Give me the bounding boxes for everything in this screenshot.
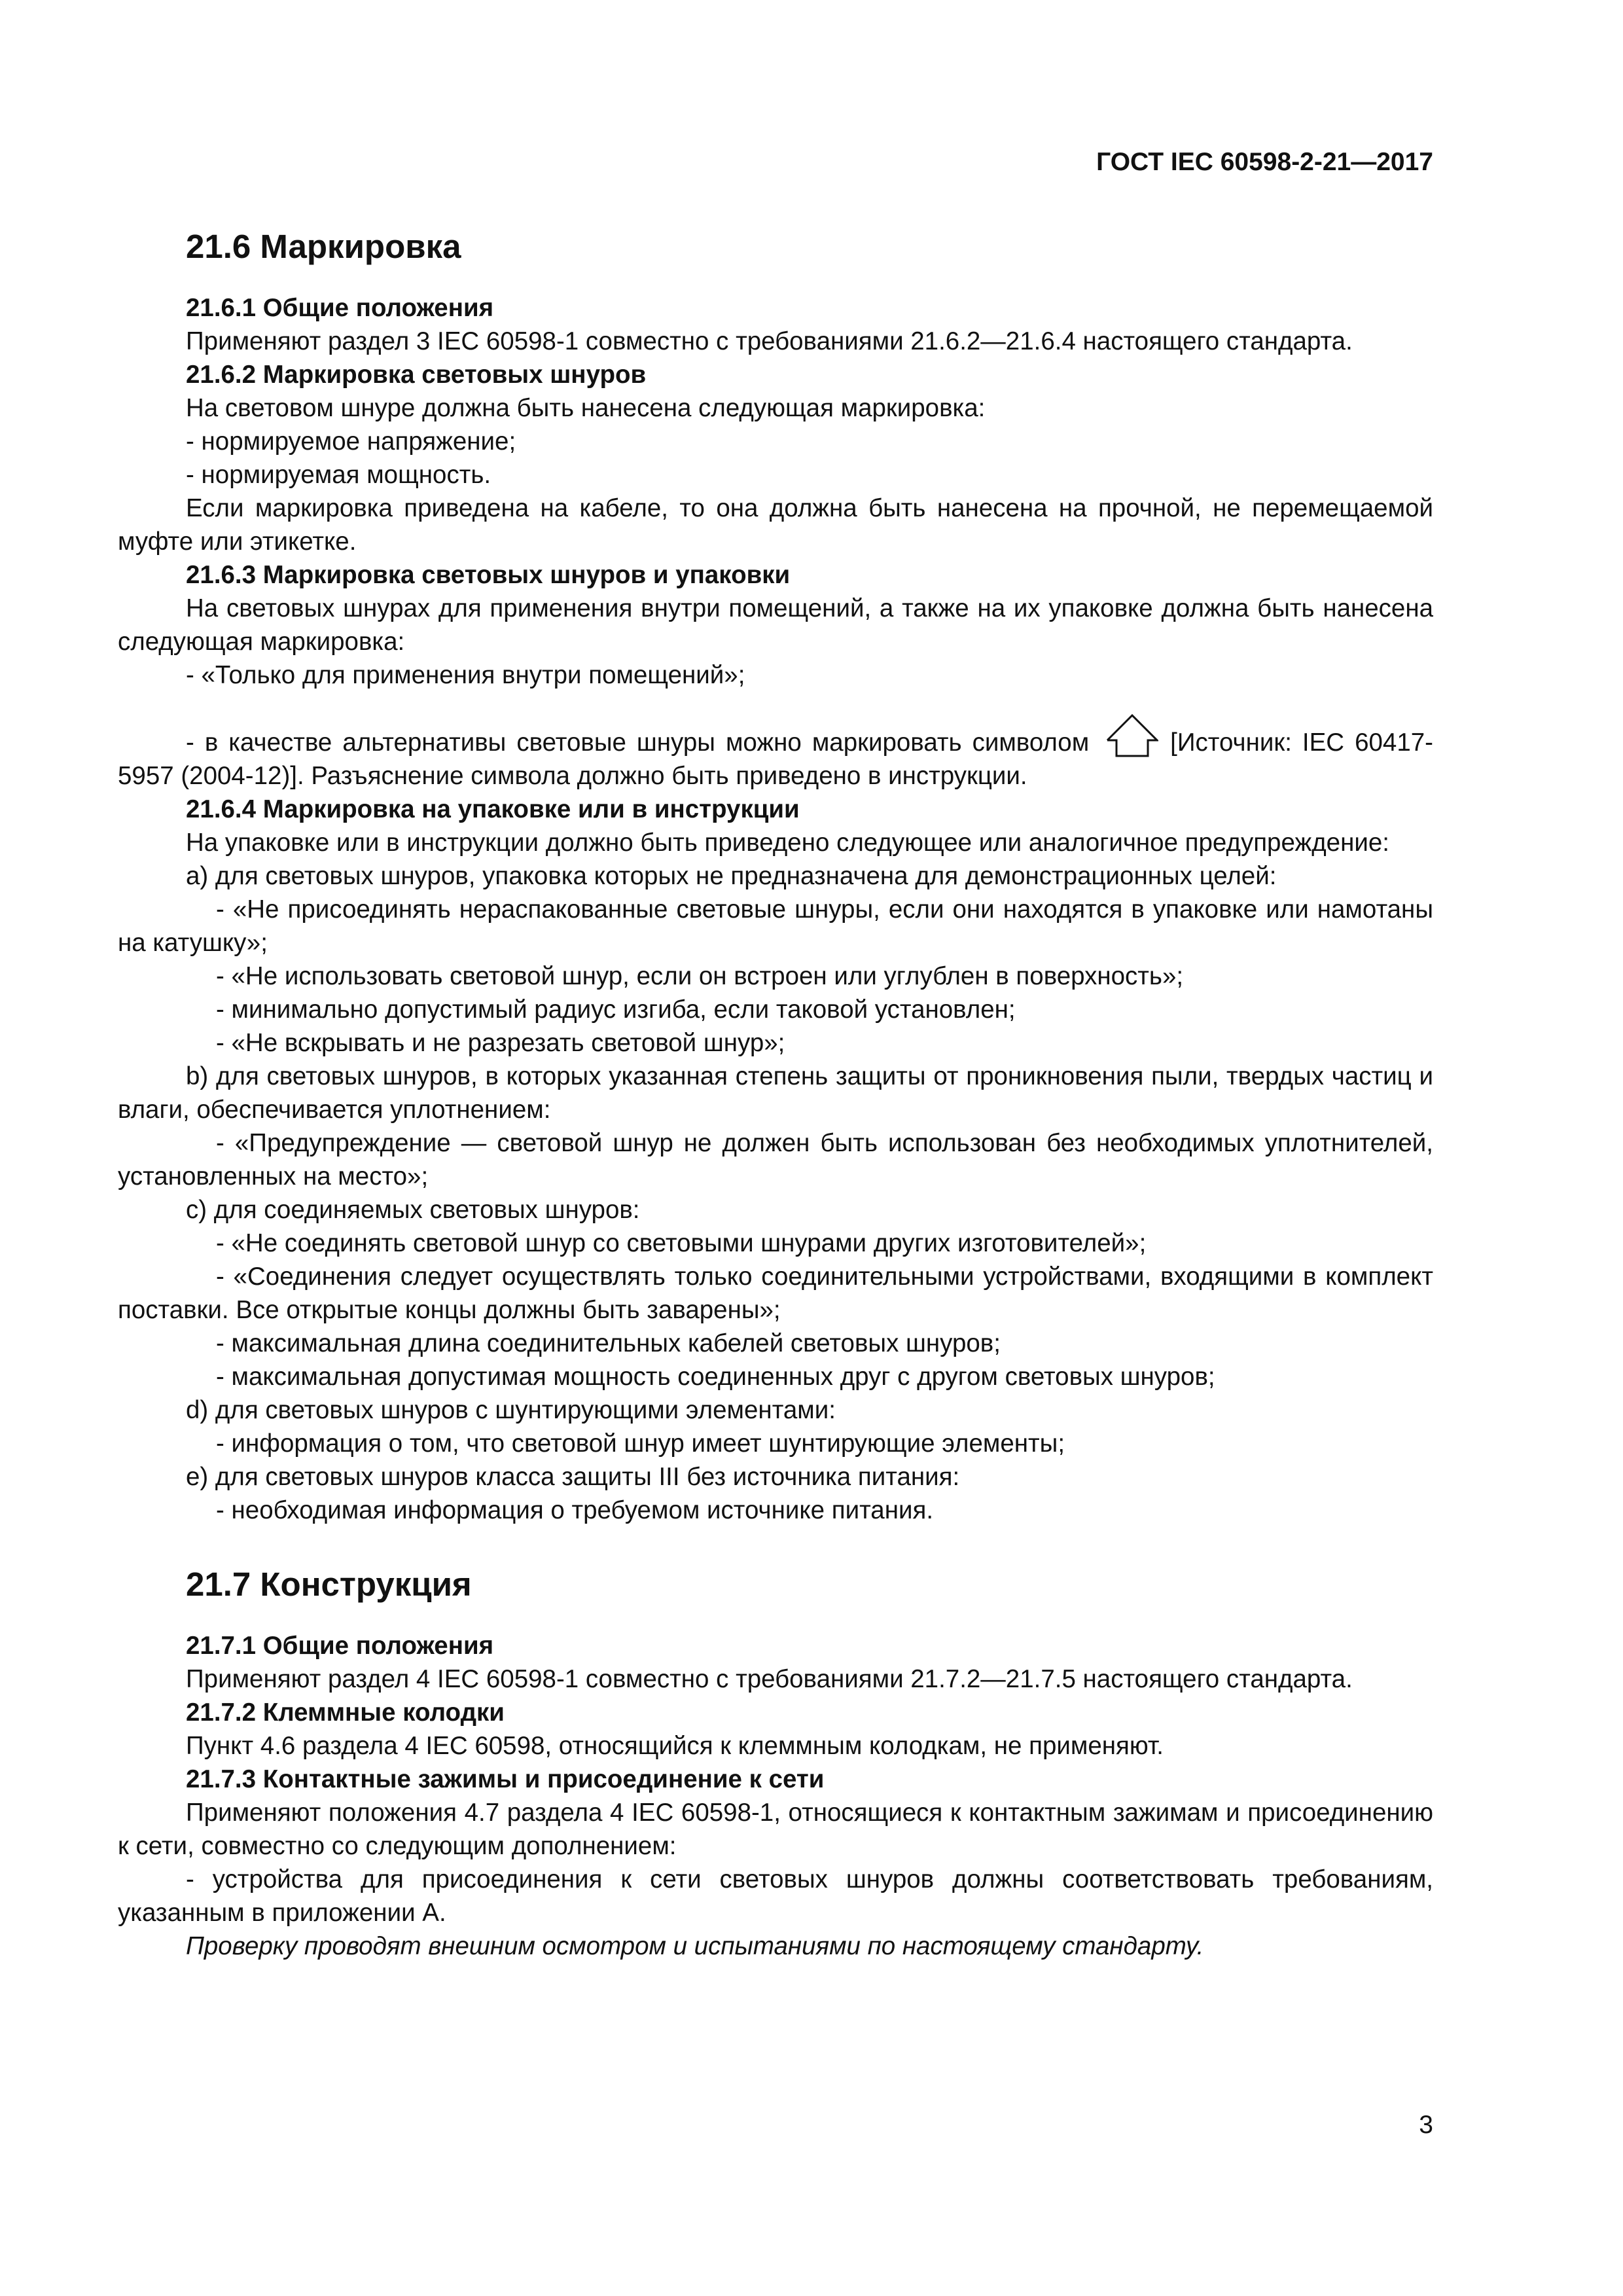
list-item: c) для соединяемых световых шнуров:: [186, 1196, 640, 1224]
list-item: - максимальная длина соединительных кабелей световых шнуров;: [216, 1329, 1001, 1357]
paragraph: Применяют раздел 3 IEC 60598-1 совместно с требованиями 21.6.2—21.6.4 настоящего стандарта.: [186, 327, 1353, 355]
list-item: e) для световых шнуров класса защиты III без источника питания:: [186, 1463, 960, 1491]
section-21-7-title: 21.7 Конструкция: [186, 1566, 472, 1603]
symbol-paragraph: [118, 713, 1433, 793]
verification-note: Проверку проводят внешним осмотром и испытаниями по настоящему стандарту.: [186, 1932, 1204, 1960]
list-item: - «Соединения следует осуществлять только соединительными устройствами, входящими в комплект поставки. Все открытые концы должны быть заварены»;: [118, 1263, 1433, 1324]
paragraph: На световых шнурах для применения внутри помещений, а также на их упаковке должна быть нанесена следующая маркировка:: [118, 594, 1433, 656]
paragraph: Если маркировка приведена на кабеле, то она должна быть нанесена на прочной, не перемещаемой муфте или этикетке.: [118, 494, 1433, 556]
list-item: - «Не присоединять нераспакованные световые шнуры, если они находятся в упаковке или намотаны на катушку»;: [118, 895, 1433, 957]
symbol-text-after: [Источник: IEC 60417-5957 (2004-12)]. Разъяснение символа должно быть приведено в инструкции.: [118, 728, 1433, 790]
list-item: d) для световых шнуров с шунтирующими элементами:: [186, 1396, 836, 1424]
subsection-21-7-3-title: 21.7.3 Контактные зажимы и присоединение к сети: [186, 1765, 825, 1793]
list-item: - нормируемая мощность.: [186, 461, 491, 489]
subsection-21-6-3-title: 21.6.3 Маркировка световых шнуров и упаковки: [186, 561, 791, 589]
page-number: 3: [1419, 2111, 1433, 2139]
document-body: [118, 226, 1433, 1963]
list-item: - информация о том, что световой шнур имеет шунтирующие элементы;: [216, 1429, 1065, 1458]
list-item: а) для световых шнуров, упаковка которых не предназначена для демонстрационных целей:: [186, 862, 1277, 890]
list-item: - «Не использовать световой шнур, если он встроен или углублен в поверхность»;: [216, 962, 1184, 990]
symbol-text-before: - в качестве альтернативы световые шнуры можно маркировать символом: [186, 728, 1090, 757]
list-item: - «Не вскрывать и не разрезать световой шнур»;: [216, 1029, 785, 1057]
house-icon: [1106, 713, 1158, 759]
paragraph: На световом шнуре должна быть нанесена следующая маркировка:: [186, 394, 986, 422]
subsection-21-7-1-title: 21.7.1 Общие положения: [186, 1632, 494, 1660]
paragraph: Пункт 4.6 раздела 4 IEC 60598, относящийся к клеммным колодкам, не применяют.: [186, 1732, 1164, 1760]
list-item: - «Только для применения внутри помещений»;: [186, 661, 745, 689]
list-item: - максимальная допустимая мощность соединенных друг с другом световых шнуров;: [216, 1363, 1215, 1391]
subsection-21-7-2-title: 21.7.2 Клеммные колодки: [186, 1698, 505, 1727]
list-item: - минимально допустимый радиус изгиба, если таковой установлен;: [216, 996, 1016, 1024]
subsection-21-6-2-title: 21.6.2 Маркировка световых шнуров: [186, 361, 647, 389]
list-item: - нормируемое напряжение;: [186, 427, 516, 456]
list-item: - необходимая информация о требуемом источнике питания.: [216, 1496, 934, 1524]
list-item: - «Предупреждение — световой шнур не должен быть использован без необходимых уплотнителей, установленных на место»;: [118, 1129, 1433, 1191]
subsection-21-6-1-title: 21.6.1 Общие положения: [186, 294, 494, 322]
list-item: - «Не соединять световой шнур со световыми шнурами других изготовителей»;: [216, 1229, 1147, 1257]
paragraph: Применяют положения 4.7 раздела 4 IEC 60598-1, относящиеся к контактным зажимам и присоединению к сети, совместно со следующим дополнением:: [118, 1799, 1433, 1860]
section-21-6-title: 21.6 Маркировка: [186, 228, 461, 265]
subsection-21-6-4-title: 21.6.4 Маркировка на упаковке или в инструкции: [186, 795, 800, 823]
list-item: b) для световых шнуров, в которых указанная степень защиты от проникновения пыли, твердых частиц и влаги, обеспечивается уплотнением:: [118, 1062, 1433, 1124]
paragraph: Применяют раздел 4 IEC 60598-1 совместно с требованиями 21.7.2—21.7.5 настоящего стандарта.: [186, 1665, 1353, 1693]
paragraph: На упаковке или в инструкции должно быть приведено следующее или аналогичное предупреждение:: [186, 829, 1389, 857]
document-id-header: ГОСТ IEC 60598-2-21—2017: [1096, 148, 1433, 176]
list-item: - устройства для присоединения к сети световых шнуров должны соответствовать требованиям, указанным в приложении А.: [118, 1865, 1433, 1927]
